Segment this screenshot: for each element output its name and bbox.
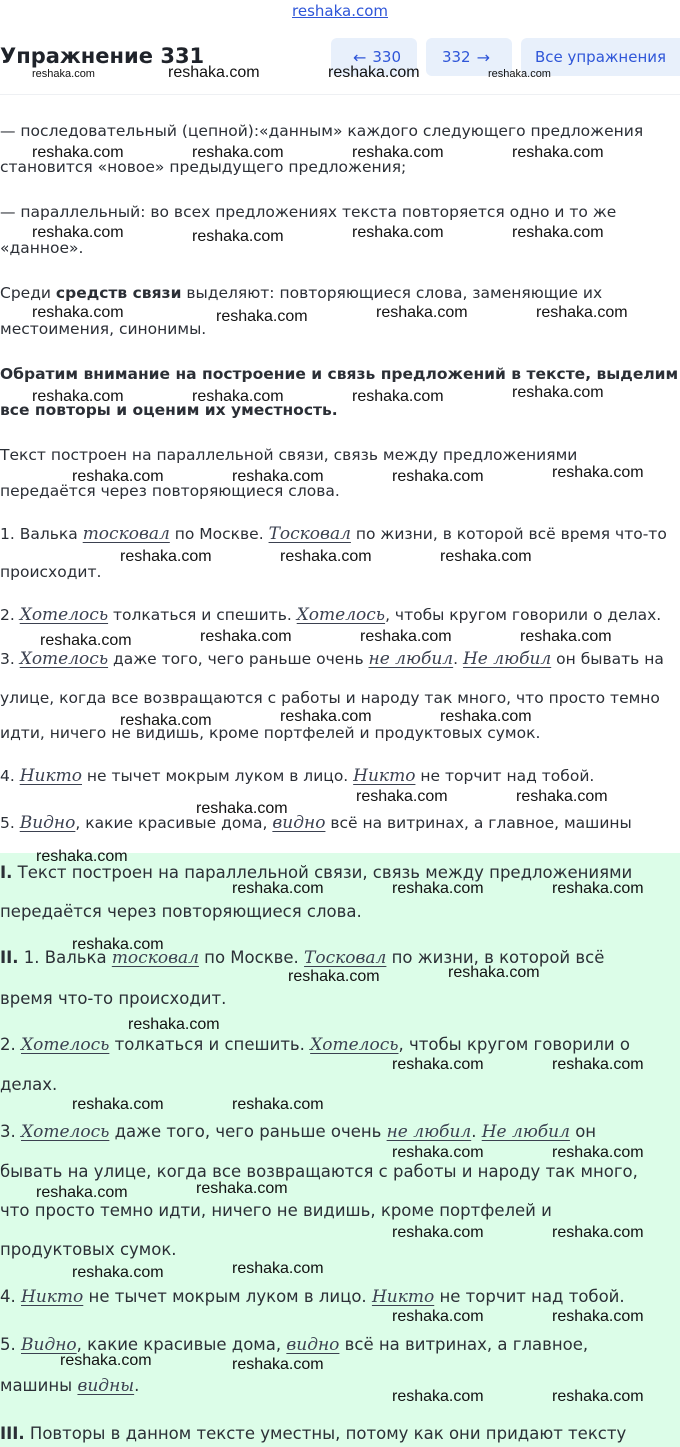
answer-ii-3-cont1: бывать на улице, когда все возвращаются с работы и народу так много, (0, 1162, 638, 1181)
watermark: reshaka.com (128, 1016, 220, 1033)
watermark: reshaka.com (488, 68, 551, 80)
page-title: Упражнение 331 (0, 44, 205, 68)
watermark: reshaka.com (520, 628, 612, 645)
watermark: reshaka.com (288, 968, 380, 985)
watermark: reshaka.com (40, 632, 132, 649)
repeat-word: видно (286, 1335, 340, 1355)
repeat-word: тосковал (82, 524, 170, 544)
watermark: reshaka.com (552, 1388, 644, 1405)
answer-ii-3-cont2: что просто темно идти, ничего не видишь, кроме портфелей и (0, 1201, 552, 1220)
watermark: reshaka.com (512, 144, 604, 161)
means-bold: средств связи (55, 284, 182, 302)
watermark: reshaka.com (32, 304, 124, 321)
site-logo[interactable]: reshaka.com (292, 2, 388, 20)
watermark: reshaka.com (60, 1352, 152, 1369)
repeat-word: Хотелось (296, 605, 386, 625)
watermark: reshaka.com (192, 388, 284, 405)
conclusion-line1: Текст построен на параллельной связи, связь между предложениями (0, 446, 578, 464)
sentence-5: 5. Видно, какие красивые дома, видно всё на витринах, а главное, машины (0, 813, 632, 833)
watermark: reshaka.com (392, 1144, 484, 1161)
watermark: reshaka.com (232, 1260, 324, 1277)
watermark: reshaka.com (72, 1096, 164, 1113)
watermark: reshaka.com (376, 304, 468, 321)
task-line2: все повторы и оценим их уместность. (0, 401, 338, 419)
prev-exercise-label: 330 (372, 48, 402, 66)
sentence-3-cont2: идти, ничего не видишь, кроме портфелей и продуктовых сумок. (0, 724, 541, 742)
theory-seq-line2: становится «новое» предыдущего предложения; (0, 158, 407, 176)
arrow-left-icon: ← (352, 47, 367, 67)
watermark: reshaka.com (392, 1388, 484, 1405)
sentence-3: 3. Хотелось даже того, чего раньше очень не любил. Не любил он бывать на (0, 649, 664, 669)
watermark: reshaka.com (32, 68, 95, 80)
watermark: reshaka.com (196, 1180, 288, 1197)
watermark: reshaka.com (440, 548, 532, 565)
repeat-word: Хотелось (21, 1035, 110, 1055)
answer-ii-2: 2. Хотелось толкаться и спешить. Хотелось, чтобы кругом говорили о (0, 1035, 630, 1055)
watermark: reshaka.com (352, 224, 444, 241)
watermark: reshaka.com (192, 144, 284, 161)
theory-seq-line1: — последовательный (цепной):«данным» каждого следующего предложения (0, 122, 644, 140)
repeat-word: Хотелось (310, 1035, 399, 1055)
watermark: reshaka.com (32, 224, 124, 241)
repeat-word: Тосковал (304, 948, 387, 968)
watermark: reshaka.com (36, 1184, 128, 1201)
repeat-word: Не любил (462, 649, 552, 669)
watermark: reshaka.com (392, 468, 484, 485)
answer-iii-line1: III. Повторы в данном тексте уместны, потому как они придают тексту (0, 1424, 627, 1443)
watermark: reshaka.com (392, 880, 484, 897)
answer-i-line1: I. Текст построен на параллельной связи, связь между предложениями (0, 863, 633, 882)
watermark: reshaka.com (232, 1356, 324, 1373)
watermark: reshaka.com (168, 64, 260, 81)
repeat-word: видны (77, 1376, 135, 1396)
sentence-3-cont1: улице, когда все возвращаются с работы и народу так много, что просто темно (0, 689, 660, 707)
watermark: reshaka.com (200, 628, 292, 645)
watermark: reshaka.com (72, 1264, 164, 1281)
watermark: reshaka.com (360, 628, 452, 645)
watermark: reshaka.com (356, 788, 448, 805)
theory-means-line2: местоимения, синонимы. (0, 320, 207, 338)
next-exercise-label: 332 (441, 48, 471, 66)
watermark: reshaka.com (328, 64, 420, 81)
watermark: reshaka.com (32, 144, 124, 161)
conclusion-line2: передаётся через повторяющиеся слова. (0, 482, 340, 500)
repeat-word: Видно (21, 1335, 77, 1355)
repeat-word: Никто (21, 1287, 84, 1307)
theory-par-line2: «данное». (0, 239, 84, 257)
theory-par-line1: — параллельный: во всех предложениях текста повторяется одно и то же (0, 203, 617, 221)
repeat-word: Видно (19, 813, 76, 833)
watermark: reshaka.com (72, 468, 164, 485)
header-divider (0, 94, 680, 95)
watermark: reshaka.com (280, 548, 372, 565)
watermark: reshaka.com (192, 228, 284, 245)
answer-ii-2-cont: делах. (0, 1075, 58, 1094)
repeat-word: Хотелось (19, 605, 109, 625)
watermark: reshaka.com (392, 1224, 484, 1241)
repeat-word: Не любил (481, 1122, 570, 1142)
watermark: reshaka.com (552, 1056, 644, 1073)
watermark: reshaka.com (36, 848, 128, 865)
watermark: reshaka.com (280, 708, 372, 725)
answer-ii-5: 5. Видно, какие красивые дома, видно всё на витринах, а главное, (0, 1335, 589, 1355)
watermark: reshaka.com (552, 1224, 644, 1241)
arrow-right-icon: → (476, 47, 491, 67)
task-line1: Обратим внимание на построение и связь предложений в тексте, выделим (0, 365, 679, 383)
watermark: reshaka.com (392, 1056, 484, 1073)
sentence-4: 4. Никто не тычет мокрым луком в лицо. Никто не торчит над тобой. (0, 766, 595, 786)
watermark: reshaka.com (232, 468, 324, 485)
watermark: reshaka.com (536, 304, 628, 321)
watermark: reshaka.com (512, 224, 604, 241)
repeat-word: тосковал (111, 948, 199, 968)
watermark: reshaka.com (552, 464, 644, 481)
watermark: reshaka.com (120, 548, 212, 565)
watermark: reshaka.com (72, 936, 164, 953)
watermark: reshaka.com (352, 144, 444, 161)
watermark: reshaka.com (232, 880, 324, 897)
watermark: reshaka.com (232, 1096, 324, 1113)
watermark: reshaka.com (552, 880, 644, 897)
watermark: reshaka.com (448, 964, 540, 981)
repeat-word: Никто (19, 766, 82, 786)
repeat-word: Никто (353, 766, 416, 786)
repeat-word: Хотелось (21, 1122, 110, 1142)
watermark: reshaka.com (32, 388, 124, 405)
answer-ii-3: 3. Хотелось даже того, чего раньше очень не любил. Не любил он (0, 1122, 597, 1142)
sentence-1-cont: происходит. (0, 563, 102, 581)
watermark: reshaka.com (392, 1308, 484, 1325)
theory-means-line1: Среди средств связи выделяют: повторяющиеся слова, заменяющие их (0, 284, 603, 302)
answer-ii-3-cont3: продуктовых сумок. (0, 1240, 177, 1259)
repeat-word: Хотелось (19, 649, 109, 669)
answer-i-line2: передаётся через повторяющиеся слова. (0, 902, 362, 921)
all-exercises-label: Все упражнения (534, 48, 667, 66)
answer-ii-4: 4. Никто не тычет мокрым луком в лицо. Никто не торчит над тобой. (0, 1287, 625, 1307)
watermark: reshaka.com (440, 708, 532, 725)
repeat-word: видно (272, 813, 326, 833)
watermark: reshaka.com (512, 384, 604, 401)
repeat-word: не любил (386, 1122, 472, 1142)
watermark: reshaka.com (552, 1308, 644, 1325)
watermark: reshaka.com (196, 800, 288, 817)
repeat-word: Тосковал (268, 524, 351, 544)
answer-ii-1-cont: время что-то происходит. (0, 989, 227, 1008)
repeat-word: не любил (368, 649, 454, 669)
watermark: reshaka.com (120, 712, 212, 729)
watermark: reshaka.com (352, 388, 444, 405)
watermark: reshaka.com (552, 1144, 644, 1161)
answer-ii-5-cont: машины видны. (0, 1376, 140, 1396)
answer-ii-1: II. 1. Валька тосковал по Москве. Тосковал по жизни, в которой всё (0, 948, 605, 968)
sentence-2: 2. Хотелось толкаться и спешить. Хотелось, чтобы кругом говорили о делах. (0, 605, 662, 625)
watermark: reshaka.com (216, 308, 308, 325)
sentence-1: 1. Валька тосковал по Москве. Тосковал по жизни, в которой всё время что-то (0, 524, 667, 544)
watermark: reshaka.com (516, 788, 608, 805)
repeat-word: Никто (371, 1287, 435, 1307)
